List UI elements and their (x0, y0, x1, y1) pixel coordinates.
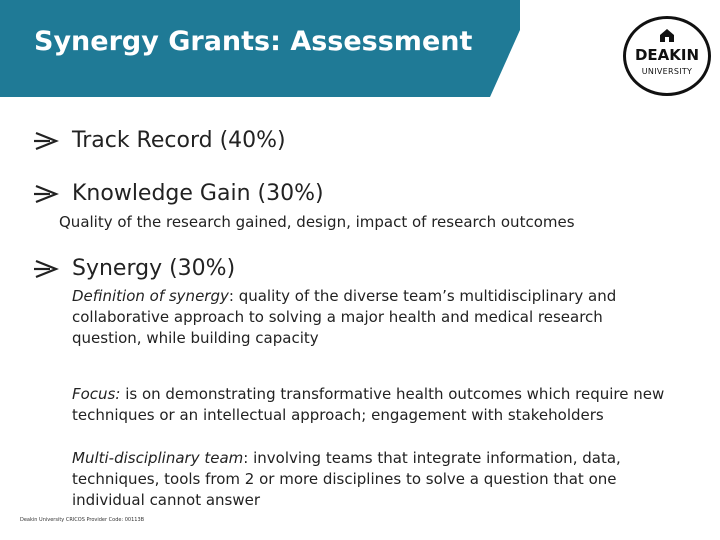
bullet-label: Track Record (40%) (72, 128, 286, 153)
arrow-bullet-icon (34, 259, 60, 279)
footer-cricos: Deakin University CRICOS Provider Code: 00113B (20, 517, 145, 523)
arrow-bullet-icon (34, 131, 60, 151)
synergy-focus (72, 384, 672, 426)
definition-text: quality of the diverse team’s multidisciplinary and collaborative approach to solving a major health and medical research question, while building capacity (72, 287, 617, 347)
bullet-knowledge-gain (34, 181, 324, 206)
logo-name: DEAKIN (634, 46, 700, 64)
focus-text: is on demonstrating transformative health outcomes which require new techniques or an intellectual approach; engagement with stakeholders (72, 385, 665, 424)
team-term: Multi-disciplinary team (72, 449, 244, 467)
definition-term: Definition of synergy (72, 287, 229, 305)
knowledge-gain-detail: Quality of the research gained, design, impact of research outcomes (59, 213, 575, 231)
bullet-track-record (34, 128, 286, 153)
synergy-definition (72, 286, 672, 349)
team-text: involving teams that integrate information, data, techniques, tools from 2 or more disciplines to solve a question that one individual cannot answer (72, 449, 621, 509)
bullet-synergy (34, 256, 235, 281)
deakin-logo-icon (660, 29, 674, 42)
deakin-logo (623, 16, 711, 96)
team-sep: : (243, 449, 249, 467)
logo-subtitle: UNIVERSITY (641, 67, 693, 76)
bullet-label: Knowledge Gain (30%) (72, 181, 324, 206)
bullet-label: Synergy (30%) (72, 256, 236, 281)
arrow-bullet-icon (34, 184, 60, 204)
focus-term: Focus: (72, 385, 121, 403)
page-title: Synergy Grants: Assessment (34, 26, 473, 57)
definition-sep: : (228, 287, 234, 305)
synergy-team (72, 448, 632, 511)
